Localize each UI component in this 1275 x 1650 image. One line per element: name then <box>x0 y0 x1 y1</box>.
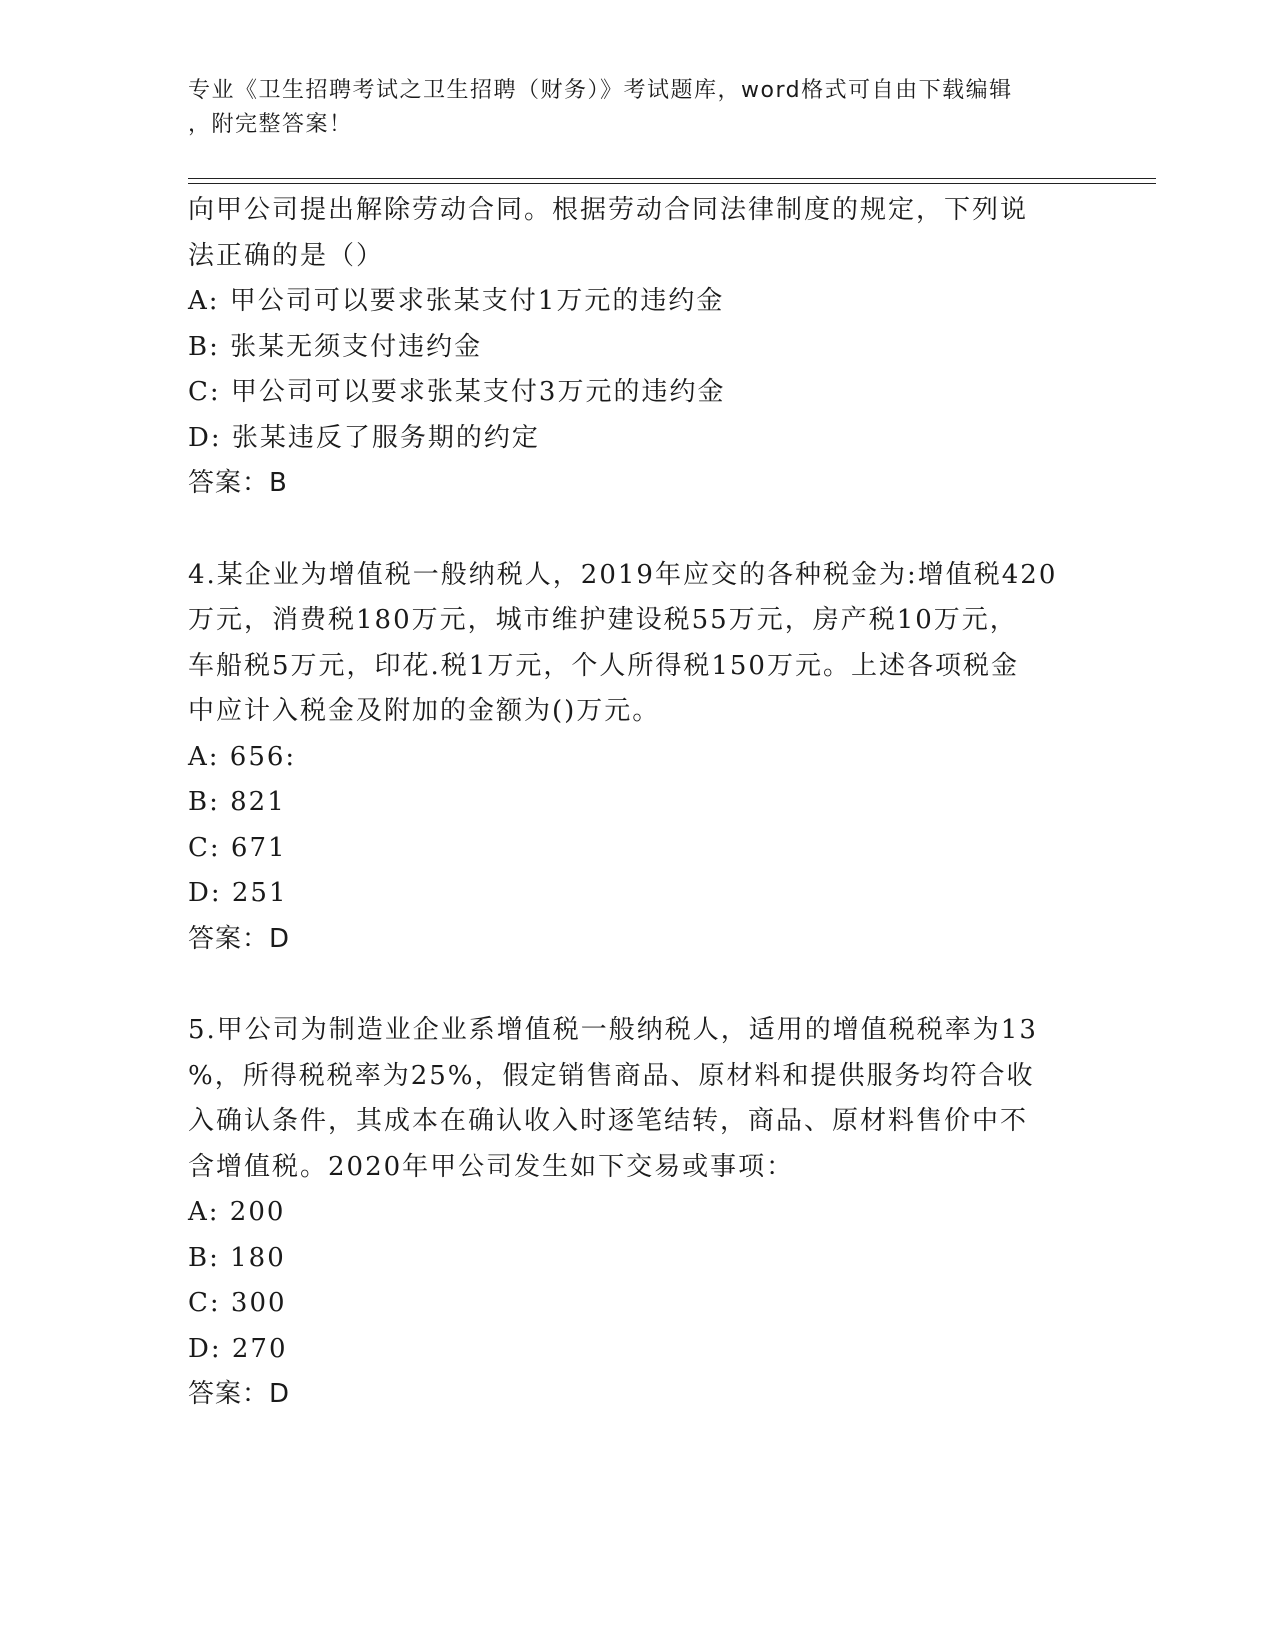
option-b: B: 张某无须支付违约金 <box>188 331 483 362</box>
option-a: A: 200 <box>188 1197 286 1227</box>
header-divider-bottom <box>188 183 1156 184</box>
question-stem-line: 万元，消费税180万元，城市维护建设税55万元，房产税10万元， <box>188 605 1018 635</box>
question-stem-line: 向甲公司提出解除劳动合同。根据劳动合同法律制度的规定，下列说 <box>188 195 1029 225</box>
option-c: C: 671 <box>188 832 287 863</box>
question-4 <box>188 553 1088 963</box>
question-stem-line: %，所得税税率为25%，假定销售商品、原材料和提供服务均符合收 <box>188 1060 1035 1091</box>
document-body <box>188 188 1088 1418</box>
header-line-2: ，附完整答案！ <box>188 112 353 137</box>
option-d: D: 270 <box>188 1333 288 1364</box>
answer: 答案：D <box>188 1379 291 1409</box>
question-3 <box>188 188 1088 507</box>
spacer <box>188 507 1088 553</box>
header-line-1: 专业《卫生招聘考试之卫生招聘（财务）》考试题库，word格式可自由下载编辑 <box>188 78 1013 103</box>
page-header <box>188 74 1068 142</box>
header-divider-top <box>188 178 1156 179</box>
option-c: C: 300 <box>188 1288 287 1318</box>
question-stem-line: 中应计入税金及附加的金额为()万元。 <box>188 696 661 726</box>
question-stem-line: 4.某企业为增值税一般纳税人，2019年应交的各种税金为:增值税420 <box>188 559 1058 590</box>
option-d: D: 251 <box>188 878 288 908</box>
option-c: C: 甲公司可以要求张某支付3万元的违约金 <box>188 377 726 407</box>
answer: 答案：D <box>188 923 291 954</box>
option-d: D: 张某违反了服务期的约定 <box>188 422 540 453</box>
option-b: B: 180 <box>188 1242 286 1273</box>
question-stem-line: 5.甲公司为制造业企业系增值税一般纳税人，适用的增值税税率为13 <box>188 1015 1038 1045</box>
question-stem-line: 入确认条件，其成本在确认收入时逐笔结转，商品、原材料售价中不 <box>188 1106 1029 1136</box>
spacer <box>188 962 1088 1008</box>
question-stem-line: 法正确的是（） <box>188 240 385 271</box>
option-a: A: 656: <box>188 741 297 772</box>
question-stem-line: 含增值税。2020年甲公司发生如下交易或事项： <box>188 1151 795 1182</box>
question-stem-line: 车船税5万元，印花.税1万元，个人所得税150万元。上述各项税金 <box>188 650 1019 681</box>
option-a: A: 甲公司可以要求张某支付1万元的违约金 <box>188 286 725 316</box>
option-b: B: 821 <box>188 787 286 817</box>
question-5 <box>188 1008 1088 1418</box>
answer: 答案：B <box>188 468 288 498</box>
